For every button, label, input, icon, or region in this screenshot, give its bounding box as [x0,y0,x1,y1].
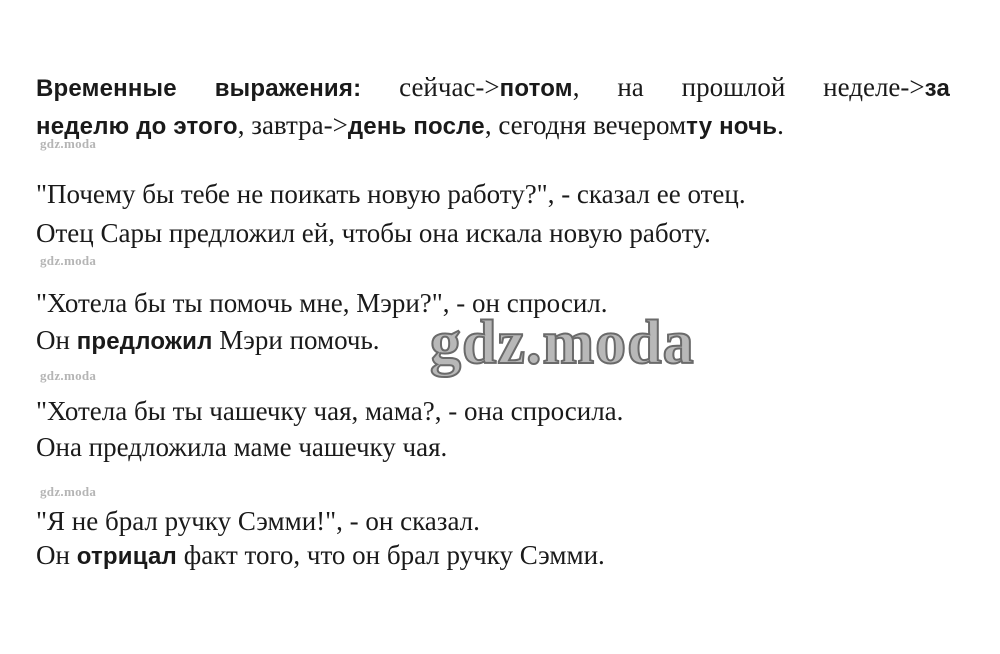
watermark-small-3: gdz.moda [40,368,97,383]
example-2-reported-post: Мэри помочь. [212,325,380,355]
example-4-reported-bold: отрицал [76,543,177,570]
example-2-reported [36,324,380,358]
header-text-last-week: , на прошлой неделе-> [572,72,925,102]
example-4-direct: "Я не брал ручку Сэмми!", - он сказал. [36,506,480,536]
header-text-tomorrow: , завтра-> [237,110,348,140]
header-text-end: . [777,110,784,140]
example-4-reported-post: факт того, что он брал ручку Сэмми. [176,540,605,570]
watermark-logo: gdz.moda [430,309,695,377]
example-2-reported-bold: предложил [76,328,213,355]
header-text-now: сейчас-> [361,72,500,102]
example-3-reported: Она предложила маме чашечку чая. [36,432,448,462]
header-line-1 [36,71,950,105]
example-3-direct: "Хотела бы ты чашечку чая, мама?, - она спросила. [36,396,624,426]
example-2-direct: "Хотела бы ты помочь мне, Мэри?", - он спросил. [36,288,608,318]
watermark-small-2: gdz.moda [40,253,97,268]
header-bold-a: за [924,75,950,102]
header-text-tonight: , сегодня вечером [484,110,687,140]
example-2-reported-pre: Он [36,325,77,355]
example-1-reported: Отец Сары предложил ей, чтобы она искала новую работу. [36,218,711,248]
example-4-reported [36,539,605,573]
watermark-small-1: gdz.moda [40,136,97,151]
header-bold-that-night: ту ночь [686,113,778,140]
header-bold-week-before: неделю до этого [36,113,238,140]
header-bold-then: потом [499,75,573,102]
header-label: Временные выражения: [36,75,362,102]
header-bold-day-after: день после [347,113,485,140]
watermark-small-4: gdz.moda [40,484,97,499]
header-line-2 [36,109,784,143]
example-1-direct: "Почему бы тебе не поикать новую работу?", - сказал ее отец. [36,179,746,209]
example-4-reported-pre: Он [36,540,77,570]
